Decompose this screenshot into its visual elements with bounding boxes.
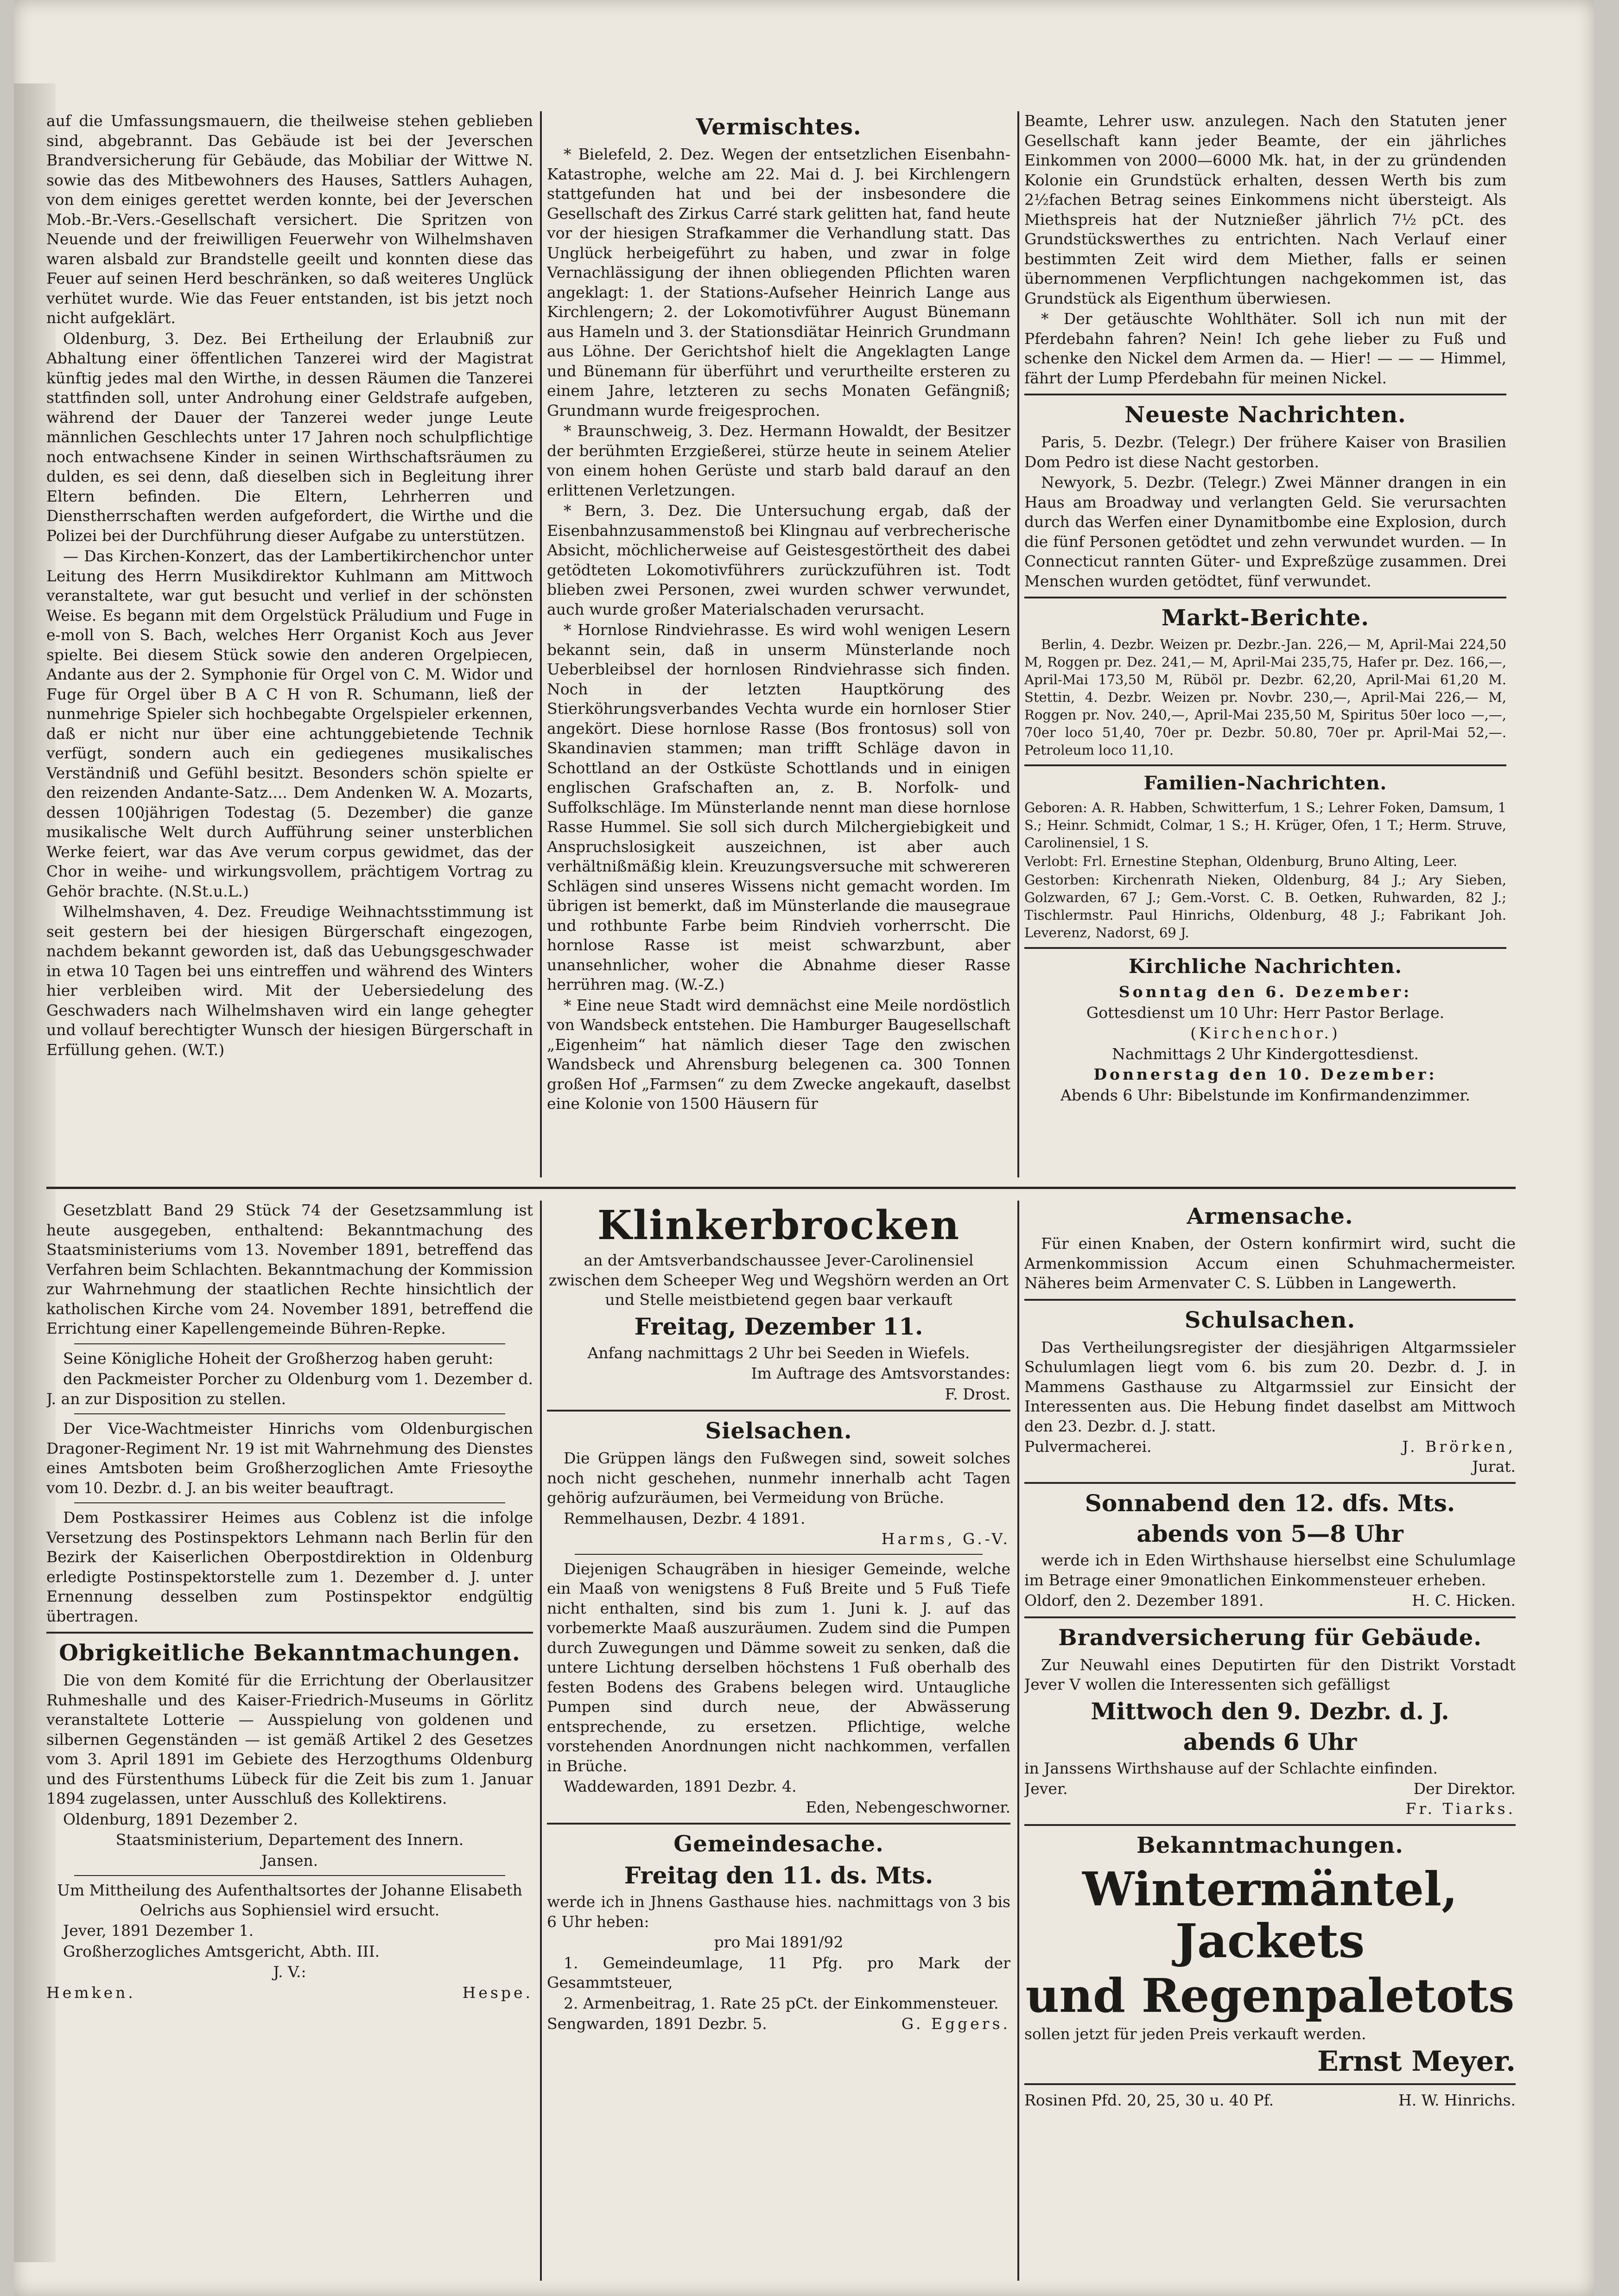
royal-decree-text: den Packmeister Porcher zu Oldenburg vom 1. Dezember d. J. an zur Disposition zu stellen. (46, 1370, 533, 1408)
rule (1024, 947, 1506, 949)
whereabouts-signatures (46, 1983, 533, 2003)
rule (1024, 394, 1506, 395)
lottery-date: Oldenburg, 1891 Dezember 2. (63, 1810, 298, 1828)
new-city-report: * Eine neue Stadt wird demnächst eine Meile nordöstlich von Wandsbeck entstehen. Die Hamburger Baugesellschaft „Eigenheim“ hat nämlich dieser Tage den zwischen Wandsbeck und Ahrensburg belegenen ca. 300 Tonnen großen Hof „Farmsen“ zu dem Zwecke angekauft, daselbst eine Kolonie von 1500 Häusern für (547, 996, 1010, 1113)
community-item-1: 1. Gemeindeumlage, 11 Pfg. pro Mark der Gesammtsteuer, (547, 1953, 1010, 1991)
rule (74, 1413, 505, 1414)
official-notices-heading: Obrigkeitliche Bekanntmachungen. (59, 1640, 521, 1666)
fire-insurance-text: Zur Neuwahl eines Deputirten für den Distrikt Vorstadt Jever V wollen die Interessenten sich gefälligst (1024, 1655, 1516, 1693)
signature-hespe: Hespe. (462, 1983, 533, 2002)
coats-ad-line-1: Wintermäntel, Jackets (1082, 1862, 1458, 1968)
rule (74, 1875, 505, 1876)
community-heading: Gemeindesache. (673, 1831, 884, 1857)
coats-ad-signature: Ernst Meyer. (1317, 2045, 1516, 2078)
raisins-text: Rosinen Pfd. 20, 25, 30 u. 40 Pf. (1024, 2091, 1274, 2109)
market-report: Berlin, 4. Dezbr. Weizen pr. Dezbr.-Jan. 226,— M, April-Mai 224,50 M, Roggen pr. Dez. 241,— M, April-Mai 235,75, Hafer pr. Dez. 166,—, April-Mai 173,50 M, Rüböl pr. Dezbr. 62,20, April-Mai 61,20 M. Stettin, 4. Dezbr. Weizen pr. Novbr. 230,—, April-Mai 226,— M, Roggen pr. Nov. 240,—, April-Mai 235,50 M, Spiritus 50er loco —,—, 70er loco 51,40, 70er pr. Dezbr. 50.80, 70er pr. April-Mai 52,—. Petroleum loco 11,10. (1024, 636, 1506, 758)
whereabouts-request: Um Mittheilung des Aufenthaltsortes der Johanne Elisabeth Oelrichs aus Sophiensiel wird ersucht. (57, 1881, 522, 1919)
oldenburg-dance-report: Oldenburg, 3. Dez. Bei Ertheilung der Erlaubniß zur Abhaltung einer öffentlichen Tanzerei wird der Magistrat künftig jedes mal den Wirthe, in dessen Räumen die Tanzerei stattfinden soll, unter Androhung einer Geldstrafe aufgeben, während der Dauer der Tanzerei weder junge Leute männlichen Geschlechts unter 17 Jahren noch schulpflichtige noch entwachsene Kinder in seinen Wirthschaftsräumen zu dulden, es sei denn, daß dieselben sich in Begleitung ihrer Eltern befinden. Die Eltern, Lehrherren und Dienstherrschaften werden aufgefordert, die Wirthe und die Polizei bei der Durchführung dieser Aufgabe zu unterstützen. (46, 329, 533, 545)
church-thursday: Donnerstag den 10. Dezember: (1093, 1065, 1437, 1083)
rule (1024, 1616, 1516, 1618)
siel-heading: Sielsachen. (705, 1418, 852, 1444)
column-rule-2 (1017, 111, 1019, 1177)
community-period: pro Mai 1891/92 (714, 1933, 844, 1951)
community-text: werde ich in Jhnens Gasthause hies. nachmittags von 3 bis 6 Uhr heben: (547, 1893, 1010, 1931)
lower-left-column (46, 1201, 533, 2281)
family-births: Geboren: A. R. Habben, Schwitterfum, 1 S.; Lehrer Foken, Damsum, 1 S.; Heinr. Schmidt, Colmar, 1 S.; H. Krüger, Ofen, 1 T.; Herm. Struve, Carolinensiel, 1 S. (1024, 800, 1506, 851)
community-signatures (547, 2014, 1010, 2034)
church-bible: Abends 6 Uhr: Bibelstunde im Konfirmandenzimmer. (1060, 1086, 1470, 1104)
coats-ad-subtext: sollen jetzt für jeden Preis verkauft werden. (1024, 2025, 1366, 2043)
siel-notice-2-signature: Eden, Nebengeschworner. (806, 1798, 1010, 1816)
fire-insurance-director: Der Direktor. (1413, 1780, 1516, 1798)
whereabouts-deputy: J. V.: (273, 1963, 306, 1981)
siel-notice-1-date: Remmelhausen, Dezbr. 4 1891. (564, 1509, 806, 1527)
school-signature: J. Brörken, (1402, 1437, 1516, 1456)
church-concert-report: — Das Kirchen-Konzert, das der Lambertikirchenchor unter Leitung des Herrn Musikdirektor Kuhlmann am Mittwoch veranstaltete, war gut besucht und verlief in der schönsten Weise. Es begann mit dem Orgelstück Präludium und Fuge in e-moll von S. Bach, welches Herr Organist Koch aus Jever spielte. Bei diesem Stück sowie den anderen Orgelpiecen, Andante aus der 2. Symphonie für Orgel von C. M. Widor und Fuge für Orgel über B A C H von R. Schumann, ließ der nunmehrige Spieler sich hochbegabte Orgelspieler erkennen, daß er nicht nur über eine achtunggebietende Technik verfügt, sondern auch ein gediegenes musikalisches Verständniß und Gefühl besitzt. Besonders schön spielte er den reizenden Andante-Satz.... Dem Andenken W. A. Mozarts, dessen 100jährigen Todestag (5. Dezember) die ganze musikalische Welt durch Aufführung seiner unsterblichen Werke feiert, war das Ave verum corpus gewidmet, das der Chor in weihe- und wirkungsvollem, prächtigem Vortrag zu Gehör brachte. (N.St.u.L.) (46, 547, 533, 900)
saturday-signatures (1024, 1591, 1516, 1611)
column-rule-4 (1017, 1201, 1019, 2281)
saturday-text: werde ich in Eden Wirthshause hierselbst eine Schulumlage im Betrage einer 9monatlichen Einkommensteuer erheben. (1024, 1551, 1516, 1589)
rule (1024, 1482, 1516, 1484)
siel-notice-2: Diejenigen Schaugräben in hiesiger Gemeinde, welche ein Maaß von wenigstens 8 Fuß Breite und 5 Fuß Tiefe nicht enthalten, sind bis zum 1. Juni k. J. auf das vorbemerkte Maaß auszuräumen. Zudem sind die Pumpen durch Zuwegungen und Dämme soweit zu senken, daß die untere Lichtung derselben höchstens 1 Fuß oberhalb des festen Bodens des Grabens belegen wird. Untaugliche Pumpen sind durch neue, der Abwässerung entsprechende, zu ersetzen. Pflichtige, welche vorstehenden Anordnungen nicht nachkommen, verfallen in Brüche. (547, 1559, 1010, 1775)
signature-hemken: Hemken. (46, 1983, 136, 2002)
gesetzblatt-notice: Gesetzblatt Band 29 Stück 74 der Gesetzsammlung ist heute ausgegeben, enthaltend: Bekanntmachung des Staatsministeriums vom 13. November 1891, betreffend das Verfahren beim Schlachten. Bekanntmachung der Kommission zur Wahrnehmung der staatlichen Rechte hinsichtlich der katholischen Kirche vom 24. November 1891, betreffend die Errichtung einer Kapellengemeinde Bühren-Repke. (46, 1201, 533, 1337)
poor-relief-text: Für einen Knaben, der Ostern konfirmirt wird, sucht die Armenkommission Accum einen Schuhmachermeister. Näheres beim Armenvater C. S. Lübben in Langewerth. (1024, 1234, 1516, 1292)
announcements-heading: Bekanntmachungen. (1136, 1832, 1403, 1858)
community-place: Sengwarden, 1891 Dezbr. 5. (547, 2015, 767, 2033)
whereabouts-date: Jever, 1891 Dezember 1. (63, 1921, 254, 1940)
church-choir: (Kirchenchor.) (1190, 1024, 1340, 1042)
fire-insurance-signature: Fr. Tiarks. (1405, 1799, 1516, 1818)
siel-notice-1-signature: Harms, G.-V. (881, 1530, 1010, 1548)
lower-middle-column (547, 1201, 1010, 2281)
middle-top-column (547, 111, 1010, 1177)
fire-insurance-time: abends 6 Uhr (1183, 1728, 1357, 1755)
saturday-place: Oldorf, den 2. Dezember 1891. (1024, 1591, 1264, 1609)
braunschweig-report: * Braunschweig, 3. Dez. Hermann Howaldt, der Besitzer der berühmten Erzgießerei, stürze heute in seinem Atelier von einem hohen Gerüste und starb bald darauf an den erlittenen Verletzungen. (547, 422, 1010, 499)
fire-insurance-date: Mittwoch den 9. Dezbr. d. J. (1091, 1697, 1449, 1725)
church-children: Nachmittags 2 Uhr Kindergottesdienst. (1112, 1044, 1419, 1063)
rule (1024, 597, 1506, 598)
postal-notice: Dem Postkassirer Heimes aus Coblenz ist die infolge Versetzung des Postinspektors Lehmann nach Berlin für den Bezirk der Kaiserlichen Oberpostdirektion in Oldenburg erledigte Postinspektorstelle zum 1. Dezember d. J. unter Ernennung desselben zum Postinspektor endgültig übertragen. (46, 1508, 533, 1625)
saturday-signature: H. C. Hicken. (1412, 1591, 1516, 1609)
lottery-notice: Die von dem Komité für die Errichtung der Oberlausitzer Ruhmeshalle und des Kaiser-Friedrich-Museums in Görlitz veranstaltete Lotterie — Ausspielung von goldenen und silbernen Gegenständen — ist gemäß Artikel 2 des Gesetzes vom 3. April 1891 im Gebiete des Herzogthums Oldenburg und des Fürstenthums Lübeck für die Zeit bis zum 1. Januar 1894 zugelassen, unter Ausschluß des Kollektirens. (46, 1671, 533, 1807)
school-heading: Schulsachen. (1184, 1307, 1356, 1333)
klinker-mandate: Im Auftrage des Amtsvorstandes: (751, 1364, 1010, 1382)
community-item-2: 2. Armenbeitrag, 1. Rate 25 pCt. der Einkommensteuer. (564, 1994, 999, 2012)
newspaper-page (14, 0, 1594, 2296)
rule (1024, 1299, 1516, 1301)
column-rule-1 (540, 111, 542, 1177)
rule (1024, 1824, 1516, 1826)
rule (575, 1554, 983, 1555)
saturday-time: abends von 5—8 Uhr (1136, 1520, 1403, 1547)
bern-report: * Bern, 3. Dez. Die Untersuchung ergab, daß der Eisenbahnzusammenstoß bei Klingnau auf verbrecherische Absicht, möchlicherweise auf Geistesgestörtheit des dabei getödteten Lokomotivführers zurückzuführen ist. Todt blieben zwei Personen, zwei wurden schwer verwundet, auch wurde großer Materialschaden verursacht. (547, 502, 1010, 618)
rule (547, 1823, 1010, 1825)
poor-relief-heading: Armensache. (1187, 1203, 1353, 1229)
news-paris: Paris, 5. Dezbr. (Telegr.) Der frühere Kaiser von Brasilien Dom Pedro ist diese Nacht gestorben. (1024, 433, 1506, 471)
school-place: Pulvermacherei. (1024, 1437, 1152, 1456)
latest-news-heading: Neueste Nachrichten. (1124, 402, 1406, 428)
klinker-signature: F. Drost. (945, 1385, 1010, 1403)
lottery-signature-dept: Staatsministerium, Departement des Innern. (115, 1831, 464, 1849)
klinker-date: Freitag, Dezember 11. (634, 1312, 923, 1340)
community-date: Freitag den 11. ds. Mts. (624, 1862, 933, 1889)
saturday-heading: Sonnabend den 12. dfs. Mts. (1085, 1489, 1455, 1517)
lower-right-column (1024, 1201, 1516, 2281)
fire-insurance-place: in Janssens Wirthshause auf der Schlachte einfinden. (1024, 1759, 1438, 1777)
family-deaths: Gestorben: Kirchenrath Nieken, Oldenburg, 84 J.; Ary Sieben, Golzwarden, 67 J.; Gem.-Vorst. C. B. Oetken, Ruhwarden, 82 J.; Tischlermstr. Paul Hinrichs, Oldenburg, 48 J.; Fabrikant Joh. Leverenz, Nadorst, 69 J. (1024, 872, 1506, 941)
rule (46, 1632, 533, 1634)
church-heading: Kirchliche Nachrichten. (1128, 955, 1403, 978)
coats-ad-line-2: und Regenpaletots (1025, 1968, 1515, 2023)
klinker-time: Anfang nachmittags 2 Uhr bei Seeden in Wiefels. (587, 1343, 970, 1362)
news-newyork: Newyork, 5. Dezbr. (Telegr.) Zwei Männer drangen in ein Haus am Broadway und verlangten Geld. Sie verursachten durch das Werfen einer Dynamitbombe eine Explosion, durch die fünf Personen getödtet und zehn verwundet wurden. — In Connecticut rannten Güter- und Expreßzüge zusammen. Drei Menschen wurden getödtet, fünf verwundet. (1024, 473, 1506, 590)
school-text: Das Vertheilungsregister der diesjährigen Altgarmssieler Schulumlagen liegt vom 6. bis zum 20. Dezbr. d. J. in Mammens Gasthause zu Altgarmssiel zur Einsicht der Interessenten aus. Die Hebung findet daselbst am Mittwoch den 23. Dezbr. d. J. statt. (1024, 1338, 1516, 1435)
vermischtes-heading: Vermischtes. (696, 114, 862, 140)
church-sunday: Sonntag den 6. Dezember: (1118, 983, 1412, 1001)
family-engaged: Verlobt: Frl. Ernestine Stephan, Oldenburg, Bruno Alting, Leer. (1024, 853, 1458, 869)
right-top-column (1024, 111, 1506, 1177)
fire-insurance-town: Jever. (1024, 1780, 1068, 1798)
raisins-ad (1024, 2091, 1516, 2111)
new-city-continued: Beamte, Lehrer usw. anzulegen. Nach den Statuten jener Gesellschaft kann jeder Beamte, der ein jährliches Einkommen von 2000—6000 Mk. hat, in der zu gründenden Kolonie ein Grundstück erhalten, dessen Werth bis zum 2½fachen Betrag seines Einkommens nicht übersteigt. Als Miethspreis hat der Nutznießer jährlich 7½ pCt. des Grundstückswerthes zu entrichten. Nach Verlauf einer bestimmten Zeit wird dem Miether, falls er seinen übernommenen Verpflichtungen nachgekommen ist, das Grundstück als Eigenthum überwiesen. (1024, 112, 1506, 307)
lottery-signature-name: Jansen. (261, 1851, 318, 1870)
vice-sergeant-notice: Der Vice-Wachtmeister Hinrichs vom Oldenburgischen Dragoner-Regiment Nr. 19 ist mit Wahrnehmung des Dienstes eines Amtsboten beim Großherzoglichen Amte Friesoythe vom 10. Dezbr. d. J. an bis weiter beauftragt. (46, 1419, 533, 1497)
school-signatures (1024, 1437, 1516, 1457)
klinker-text: an der Amtsverbandschaussee Jever-Carolinensiel zwischen dem Scheeper Weg und Wegshörn werden an Ort und Stelle meistbietend gegen baar verkauft (548, 1251, 1009, 1309)
section-divider (46, 1187, 1516, 1189)
hornless-cattle-report: * Hornlose Rindviehrasse. Es wird wohl wenigen Lesern bekannt sein, daß in unserm Münsterlande noch Ueberbleibsel der hornlosen Rindviehrasse sich finden. Noch in der letzten Hauptkörung des Stierköhrungsverbandes Vechta wurde ein hornloser Stier angekört. Diese hornlose Rasse (Bos frontosus) soll von Skandinavien stammen; man trifft Schläge davon in Schottland an der Ostküste Schottlands und in einigen englischen Grafschaften an, z. B. Norfolk- und Suffolkschläge. Im Münsterlande nennt man diese hornlose Rasse Hummel. Sie soll sich durch Milchergiebigkeit und Anspruchslosigkeit auszeichnen, ist aber auch verhältnißmäßig klein. Kreuzungsversuche mit schwereren Schlägen sind unseres Wissens nicht gemacht worden. Im übrigen ist bemerkt, daß im Münsterlande die mausegraue und rothbunte Farbe beim Rindvieh vorherrscht. Die hornlose Rasse ist meist schwarzbunt, aber unansehnlicher, woher die Abnahme dieser Rasse herrühren mag. (W.-Z.) (547, 621, 1010, 993)
fire-insurance-heading: Brandversicherung für Gebäude. (1058, 1624, 1482, 1651)
raisins-signature: H. W. Hinrichs. (1398, 2091, 1516, 2109)
community-signature: G. Eggers. (901, 2015, 1010, 2033)
church-service: Gottesdienst um 10 Uhr: Herr Pastor Berlage. (1086, 1003, 1445, 1022)
bielefeld-report: * Bielefeld, 2. Dez. Wegen der entsetzlichen Eisenbahn-Katastrophe, welche am 22. Mai d. J. bei Kirchlengern stattgefunden hat und bei der insbesondere die Gesellschaft des Zirkus Carré stark gelitten hat, fand heute vor der hiesigen Strafkammer die Verhandlung statt. Das Unglück herbeigeführt zu haben, und zwar in folge Vernachlässigung der ihnen obliegenden Pflichten waren angeklagt: 1. der Stations-Aufseher Heinrich Lange aus Kirchlengern; 2. der Lokomotivführer August Bünemann aus Hameln und 3. der Stationsdiätar Heinrich Grundmann aus Löhne. Der Gerichtshof hielt die Angeklagten Lange und Bünemann für überführt und verurtheilte ersteren zu einem Jahre, letzteren zu sechs Monaten Gefängniß; Grundmann wurde freigesprochen. (547, 145, 1010, 420)
fire-report: auf die Umfassungsmauern, die theilweise stehen geblieben sind, abgebrannt. Das Gebäude ist bei der Jeverschen Brandversicherung für Gebäude, das Mobiliar der Wittwe N. sowie das des Mitbewohners des Hauses, Sattlers Auhagen, von dem einiges gerettet werden konnte, bei der Jeverschen Mob.-Br.-Vers.-Gesellschaft versichert. Die Spritzen von Neuende und der freiwilligen Feuerwehr von Wilhelmshaven waren alsbald zur Brandstelle geeilt und konnten diese das Feuer auf seinen Herd beschränken, so daß weiteres Unglück verhütet wurde. Wie das Feuer entstanden, ist bis jetzt noch nicht aufgeklärt. (46, 112, 533, 327)
royal-decree-lead: Seine Königliche Hoheit der Großherzog haben geruht: (63, 1349, 494, 1367)
market-heading: Markt-Berichte. (1161, 605, 1370, 631)
rule (547, 1410, 1010, 1412)
rule (1024, 2083, 1516, 2085)
left-top-column (46, 111, 533, 1177)
rule (74, 1502, 505, 1503)
column-rule-3 (540, 1201, 542, 2281)
rule (1024, 764, 1506, 766)
whereabouts-court: Großherzogliches Amtsgericht, Abth. III. (63, 1942, 380, 1960)
fire-insurance-signatures (1024, 1779, 1516, 1799)
siel-notice-2-date: Waddewarden, 1891 Dezbr. 4. (564, 1777, 797, 1795)
school-signature-title: Jurat. (1472, 1457, 1516, 1476)
siel-notice-1: Die Grüppen längs den Fußwegen sind, soweit solches noch nicht geschehen, nunmehr innerhalb acht Tagen gehörig aufzuräumen, bei Vermeidung von Brüche. (547, 1449, 1010, 1507)
klinker-heading: Klinkerbrocken (597, 1202, 960, 1249)
rule (74, 1343, 505, 1344)
benefactor-joke: * Der getäuschte Wohlthäter. Soll ich nun mit der Pferdebahn fahren? Nein! Ich gehe lieber zu Fuß und schenke den Nickel dem Armen da. — Hier! — — — Himmel, fährt der Lump Pferdebahn für meinen Nickel. (1024, 310, 1506, 387)
wilhelmshaven-report: Wilhelmshaven, 4. Dez. Freudige Weihnachtsstimmung ist seit gestern bei der hiesigen Bürgerschaft eingezogen, nachdem bekannt geworden ist, daß das Uebungsgeschwader in etwa 10 Tagen bei uns eintreffen und während des Winters hier verbleiben wird. Mit der Uebersiedelung des Geschwaders nach Wilhelmshaven wird ein lange gehegter und vollauf berechtigter Wunsch der hiesigen Bürgerschaft in Erfüllung gehen. (W.T.) (46, 903, 533, 1059)
family-heading: Familien-Nachrichten. (1143, 772, 1387, 794)
